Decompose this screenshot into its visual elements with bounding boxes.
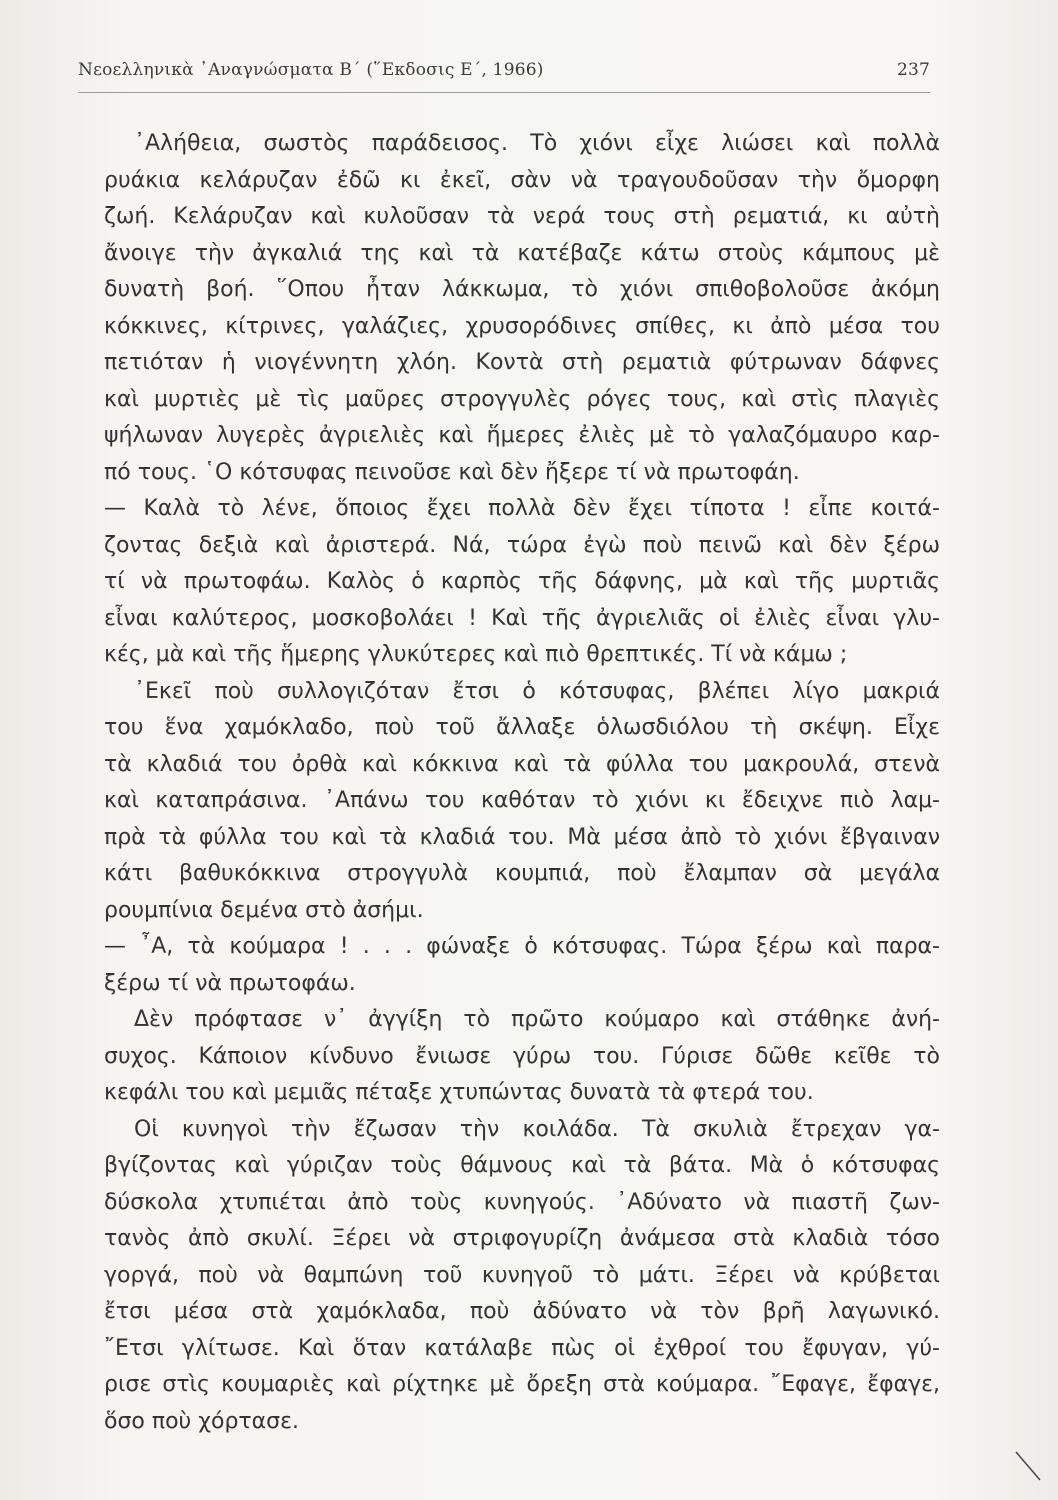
header-title: Νεοελληνικὰ ᾽Αναγνώσματα Β΄ (῞Εκδοσις Ε΄, 1966) — [78, 60, 544, 80]
page-number: 237 — [896, 60, 930, 80]
text-line: ζοντας δεξιὰ καὶ ἀριστερά. Νά, τώρα ἐγὼ ποὺ πεινῶ καὶ δὲν ξέρω — [104, 532, 940, 558]
text-line: ἔτσι μέσα στὰ χαμόκλαδα, ποὺ ἀδύνατο νὰ τὸν βρῆ λαγωνικό. — [104, 1299, 940, 1324]
text-line: Δὲν πρόφτασε ν᾽ ἀγγίξη τὸ πρῶτο κούμαρο καὶ στάθηκε ἀνή- — [134, 1007, 940, 1032]
text-line: κάτι βαθυκόκκινα στρογγυλὰ κουμπιά, ποὺ ἔλαμπαν σὰ μεγάλα — [104, 861, 940, 886]
text-line: ρυάκια κελάρυζαν ἐδῶ κι ἐκεῖ, σὰν νὰ τραγουδοῦσαν τὴν ὄμορφη — [104, 167, 940, 193]
text-line: ῎Ετσι γλίτωσε. Καὶ ὅταν κατάλαβε πὼς οἱ ἐχθροί του ἔφυγαν, γύ- — [104, 1335, 940, 1361]
header-rule — [78, 92, 930, 93]
text-line: βγίζοντας καὶ γύριζαν τοὺς θάμνους καὶ τὰ βάτα. Μὰ ὁ κότσυφας — [104, 1153, 940, 1178]
paragraph — [104, 126, 940, 491]
text-line: κές, μὰ καὶ τῆς ἥμερης γλυκύτερες καὶ πιὸ θρεπτικές. Τί νὰ κάμω ; — [104, 642, 848, 667]
text-line: ρουμπίνια δεμένα στὸ ἀσήμι. — [104, 897, 424, 923]
text-line: ὅσο ποὺ χόρτασε. — [104, 1408, 299, 1434]
text-line: τὰ κλαδιά του ὀρθὰ καὶ κόκκινα καὶ τὰ φύλλα του μακρουλά, στενὰ — [104, 751, 940, 777]
paragraph — [104, 491, 940, 674]
paragraph — [104, 674, 940, 930]
text-line: συχος. Κάποιον κίνδυνο ἔνιωσε γύρω του. Γύρισε δῶθε κεῖθε τὸ — [104, 1043, 940, 1069]
text-line: κεφάλι του καὶ μεμιᾶς πέταξε χτυπώντας δυνατὰ τὰ φτερά του. — [104, 1080, 814, 1105]
text-line: δύσκολα χτυπιέται ἀπὸ τοὺς κυνηγούς. ᾽Αδύνατο νὰ πιαστῆ ζων- — [104, 1189, 940, 1215]
text-line: τανὸς ἀπὸ σκυλί. Ξέρει νὰ στριφογυρίζη ἀνάμεσα στὰ κλαδιὰ τόσο — [104, 1226, 940, 1251]
paragraph — [104, 929, 940, 1002]
text-line: ᾽Εκεῖ ποὺ συλλογιζόταν ἔτσι ὁ κότσυφας, βλέπει λίγο μακριά — [134, 678, 940, 704]
text-line: καὶ μυρτιὲς μὲ τὶς μαῦρες στρογγυλὲς ρόγες τους, καὶ στὶς πλαγιὲς — [104, 386, 940, 412]
text-line: εἶναι καλύτερος, μοσκοβολάει ! Καὶ τῆς ἀγριελιᾶς οἱ ἐλιὲς εἶναι γλυ- — [104, 605, 940, 631]
text-line: ψήλωναν λυγερὲς ἀγριελιὲς καὶ ἥμερες ἐλιὲς μὲ τὸ γαλαζόμαυρο καρ- — [104, 423, 940, 448]
text-line: ξέρω τί νὰ πρωτοφάω. — [104, 970, 356, 996]
body-text — [104, 126, 940, 1440]
text-line: τί νὰ πρωτοφάω. Καλὸς ὁ καρπὸς τῆς δάφνης, μὰ καὶ τῆς μυρτιᾶς — [104, 569, 940, 594]
text-line: πετιόταν ἡ νιογέννητη χλόη. Κοντὰ στὴ ρεματιὰ φύτρωναν δάφνες — [104, 350, 940, 375]
text-line: ἄνοιγε τὴν ἀγκαλιά της καὶ τὰ κατέβαζε κάτω στοὺς κάμπους μὲ — [104, 240, 940, 266]
text-line: ζωή. Κελάρυζαν καὶ κυλοῦσαν τὰ νερά τους στὴ ρεματιά, κι αὐτὴ — [104, 204, 940, 229]
text-line: Οἱ κυνηγοὶ τὴν ἔζωσαν τὴν κοιλάδα. Τὰ σκυλιὰ ἔτρεχαν γα- — [134, 1116, 940, 1142]
text-line: ρισε στὶς κουμαριὲς καὶ ρίχτηκε μὲ ὄρεξη στὰ κούμαρα. ῎Εφαγε, ἔφαγε, — [104, 1372, 940, 1397]
text-line: ᾽Αλήθεια, σωστὸς παράδεισος. Τὸ χιόνι εἶχε λιώσει καὶ πολλὰ — [134, 131, 940, 156]
text-line: γοργά, ποὺ νὰ θαμπώνη τοῦ κυνηγοῦ τὸ μάτι. Ξέρει νὰ κρύβεται — [104, 1262, 940, 1288]
text-line: καὶ καταπράσινα. ᾽Απάνω του καθόταν τὸ χιόνι κι ἔδειχνε πιὸ λαμ- — [104, 788, 940, 813]
text-line: πρὰ τὰ φύλλα του καὶ τὰ κλαδιά του. Μὰ μέσα ἀπὸ τὸ χιόνι ἔβγαιναν — [104, 824, 940, 850]
text-line: του ἕνα χαμόκλαδο, ποὺ τοῦ ἄλλαξε ὁλωσδιόλου τὴ σκέψη. Εἶχε — [104, 715, 940, 740]
paragraph — [104, 1002, 940, 1112]
text-line: πό τους. ῾Ο κότσυφας πεινοῦσε καὶ δὲν ἤξερε τί νὰ πρωτοφάη. — [104, 459, 800, 485]
running-header — [78, 60, 930, 90]
corner-fold-mark — [1008, 1446, 1048, 1486]
text-line: δυνατὴ βοή. ῞Οπου ἦταν λάκκωμα, τὸ χιόνι σπιθοβολοῦσε ἀκόμη — [104, 277, 940, 302]
text-line: — ῏Α, τὰ κούμαρα ! . . . φώναξε ὁ κότσυφας. Τώρα ξέρω καὶ παρα- — [104, 934, 940, 959]
text-line: — Καλὰ τὸ λένε, ὅποιος ἔχει πολλὰ δὲν ἔχει τίποτα ! εἶπε κοιτά- — [104, 496, 940, 521]
text-line: κόκκινες, κίτρινες, γαλάζιες, χρυσορόδινες σπίθες, κι ἀπὸ μέσα του — [104, 313, 940, 339]
paragraph — [104, 1112, 940, 1441]
